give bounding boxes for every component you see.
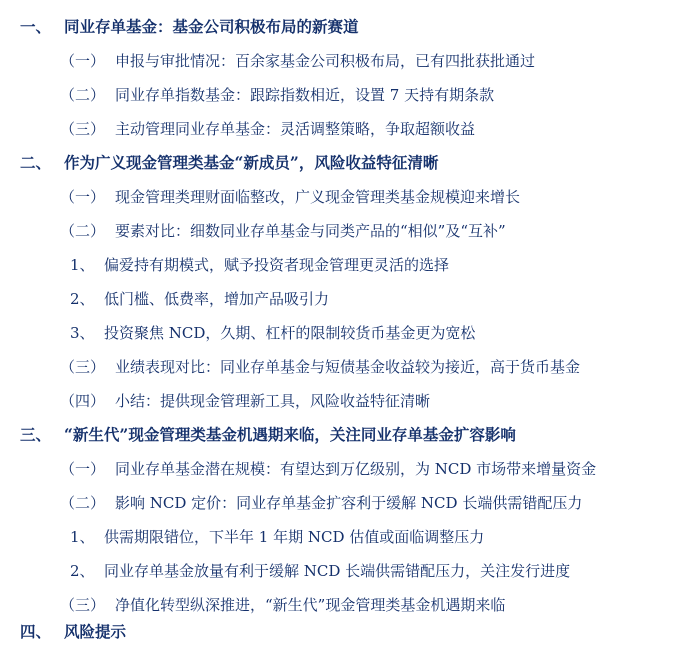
toc-number: （四） <box>60 392 106 410</box>
toc-number: 2、 <box>70 290 95 308</box>
toc-title: 申报与审批情况：百余家基金公司积极布局，已有四批获批通过 <box>115 52 536 70</box>
toc-item-2-2-3 <box>0 316 700 350</box>
toc-number: 二、 <box>20 153 52 172</box>
toc-title: 投资聚焦 NCD，久期、杠杆的限制较货币基金更为宽松 <box>104 324 476 342</box>
toc-number: （一） <box>60 460 106 478</box>
toc-number: （二） <box>60 494 106 512</box>
toc-item-2-2-2 <box>0 282 700 316</box>
toc-subsection-2-4 <box>0 384 700 418</box>
toc-title: 小结：提供现金管理新工具，风险收益特征清晰 <box>115 392 431 410</box>
toc-subsection-3-1 <box>0 452 700 486</box>
toc-number: （二） <box>60 86 106 104</box>
toc-title: “新生代”现金管理类基金机遇期来临，关注同业存单基金扩容影响 <box>64 425 516 444</box>
toc-subsection-2-1 <box>0 180 700 214</box>
toc-title: 影响 NCD 定价：同业存单基金扩容利于缓解 NCD 长端供需错配压力 <box>115 494 583 512</box>
toc-title: 现金管理类理财面临整改，广义现金管理类基金规模迎来增长 <box>115 188 521 206</box>
toc-number: （一） <box>60 52 106 70</box>
toc-number: 1、 <box>70 256 95 274</box>
toc-item-2-2-1 <box>0 248 700 282</box>
toc-subsection-3-2 <box>0 486 700 520</box>
toc-title: 同业存单指数基金：跟踪指数相近，设置 7 天持有期条款 <box>115 86 495 104</box>
toc-subsection-1-3 <box>0 112 700 146</box>
toc-title: 要素对比：细数同业存单基金与同类产品的“相似”及“互补” <box>115 222 506 240</box>
toc-title: 业绩表现对比：同业存单基金与短债基金收益较为接近，高于货币基金 <box>115 358 581 376</box>
toc-subsection-1-1 <box>0 44 700 78</box>
toc-number: （一） <box>60 188 106 206</box>
toc-number: 2、 <box>70 562 95 580</box>
toc-title: 作为广义现金管理类基金“新成员”，风险收益特征清晰 <box>64 153 439 172</box>
toc-number: （三） <box>60 120 106 138</box>
toc-subsection-2-3 <box>0 350 700 384</box>
toc-subsection-2-2 <box>0 214 700 248</box>
toc-title: 偏爱持有期模式，赋予投资者现金管理更灵活的选择 <box>104 256 450 274</box>
toc-number: （三） <box>60 596 106 614</box>
toc-title: 供需期限错位，下半年 1 年期 NCD 估值或面临调整压力 <box>104 528 485 546</box>
toc-title: 同业存单基金：基金公司积极布局的新赛道 <box>64 17 359 36</box>
toc-title: 主动管理同业存单基金：灵活调整策略，争取超额收益 <box>115 120 476 138</box>
toc-title: 风险提示 <box>64 622 127 641</box>
toc-title: 低门槛、低费率，增加产品吸引力 <box>104 290 330 308</box>
toc-number: 1、 <box>70 528 95 546</box>
toc-section-3 <box>0 418 700 452</box>
toc-section-1 <box>0 10 700 44</box>
toc-section-2 <box>0 146 700 180</box>
toc-item-3-2-2 <box>0 554 700 588</box>
toc-subsection-1-2 <box>0 78 700 112</box>
toc-number: （二） <box>60 222 106 240</box>
toc-number: （三） <box>60 358 106 376</box>
toc-number: 一、 <box>20 17 52 36</box>
toc-title: 净值化转型纵深推进，“新生代”现金管理类基金机遇期来临 <box>115 596 506 614</box>
toc-title: 同业存单基金放量有利于缓解 NCD 长端供需错配压力，关注发行进度 <box>104 562 571 580</box>
toc-item-3-2-1 <box>0 520 700 554</box>
toc-title: 同业存单基金潜在规模：有望达到万亿级别，为 NCD 市场带来增量资金 <box>115 460 597 478</box>
toc-number: 四、 <box>20 622 52 641</box>
toc-section-4 <box>0 615 700 649</box>
toc-number: 3、 <box>70 324 95 342</box>
toc-number: 三、 <box>20 425 52 444</box>
